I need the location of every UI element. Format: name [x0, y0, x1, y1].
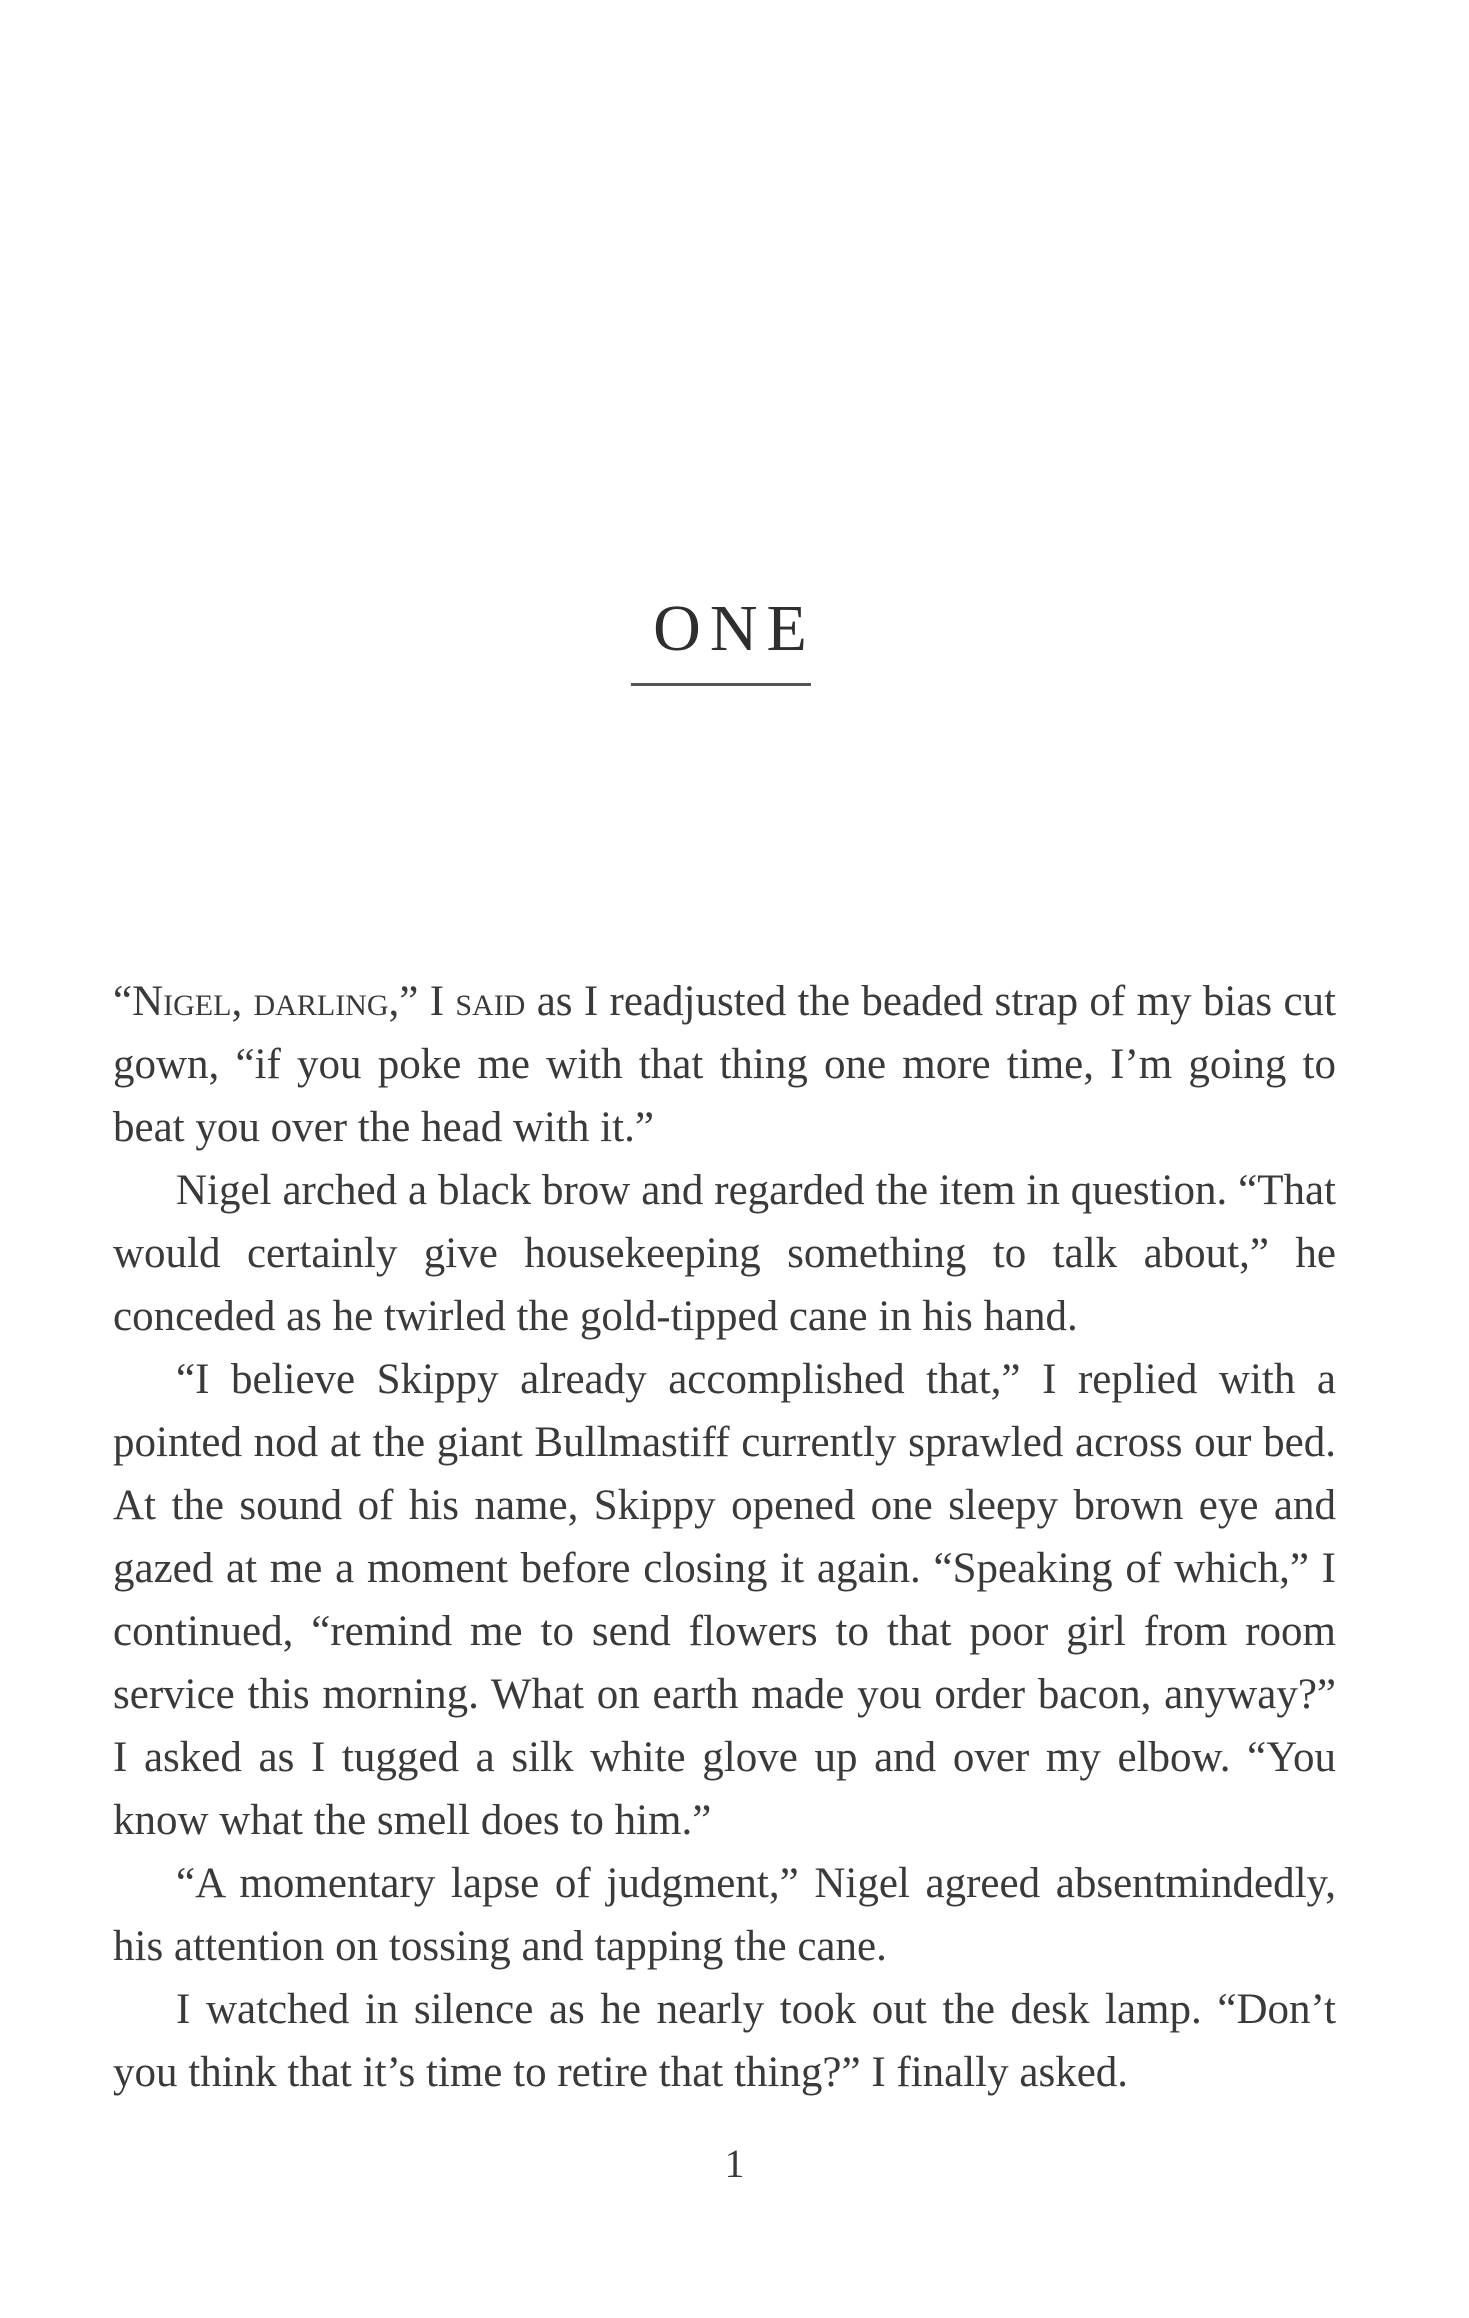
chapter-body [113, 970, 1336, 2104]
chapter-title: ONE [653, 592, 816, 665]
paragraph-4: “A momentary lapse of judgment,” Nigel agreed absentmindedly, his attention on tossing and tapping the cane. [113, 1860, 1336, 1970]
chapter-title-rule [631, 683, 811, 686]
paragraph-3: “I believe Skippy already accomplished that,” I replied with a pointed nod at the giant Bullmastiff currently sprawled across our bed. At the sound of his name, Skippy opened one sleepy brown eye and gazed at me a moment before closing it again. “Speaking of which,” I continued, “remind me to send flowers to that poor girl from room service this morning. What on earth made you order bacon, anyway?” I asked as I tugged a silk white glove up and over my elbow. “You know what the smell does to him.” [113, 1356, 1336, 1844]
paragraph-5: I watched in silence as he nearly took out the desk lamp. “Don’t you think that it’s time to retire that thing?” I finally asked. [113, 1986, 1336, 2096]
paragraph-1-text: as I readjusted the beaded strap of my bias cut gown, “if you poke me with that thing one more time, I’m going to beat you over the head with it.” [113, 978, 1337, 1151]
paragraph-1-lead-in: “Nigel, darling,” I said [113, 978, 526, 1025]
paragraph-2: Nigel arched a black brow and regarded the item in question. “That would certainly give housekeeping something to talk about,” he conceded as he twirled the gold-tipped cane in his hand. [113, 1167, 1336, 1340]
paragraph-1 [113, 970, 1336, 1159]
page-number: 1 [724, 2141, 745, 2186]
